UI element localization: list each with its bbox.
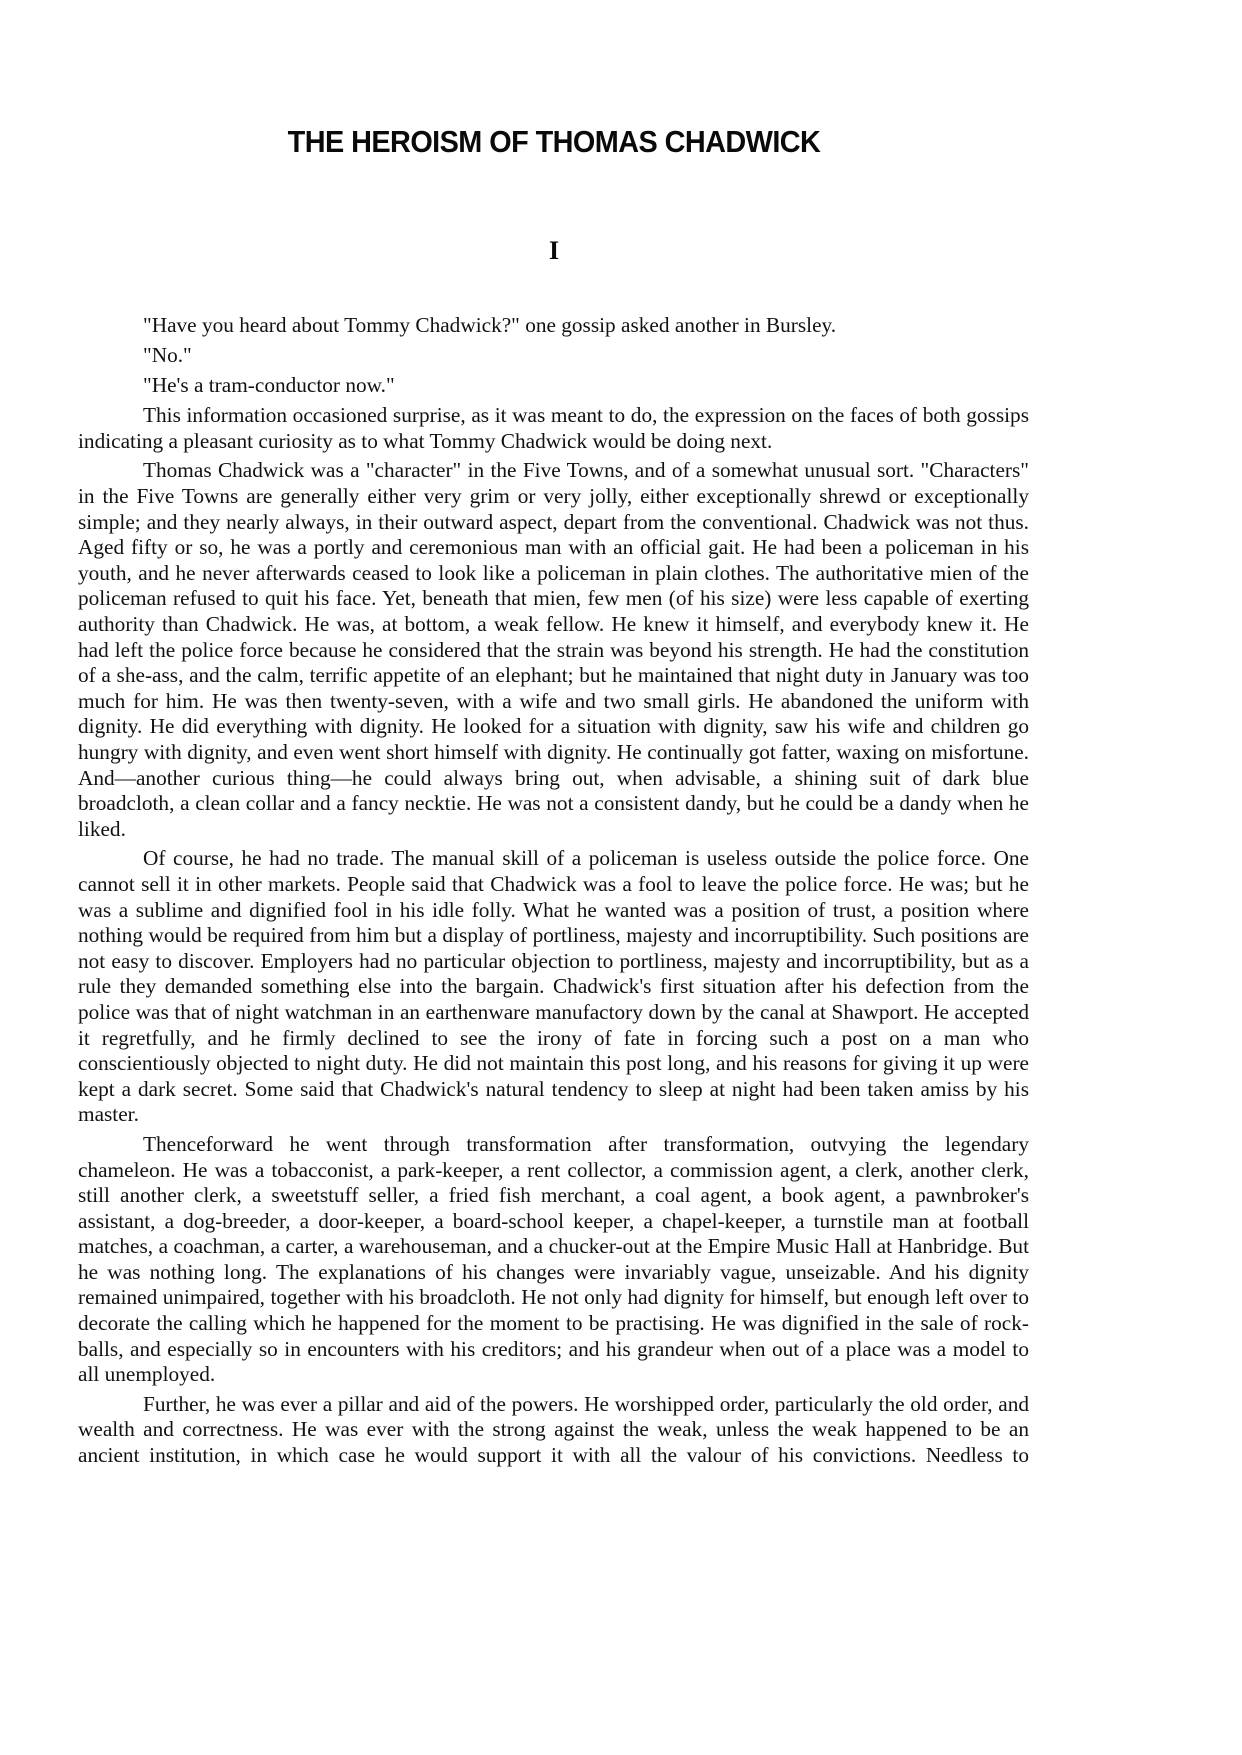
paragraph: Thomas Chadwick was a "character" in the Five Towns, and of a somewhat unusual sort. "Characters" in the Five Towns are generally either very grim or very jolly, either exceptionally shrewd or exceptionally simple; and they nearly always, in their outward aspect, depart from the conventional. Chadwick was not thus. Aged fifty or so, he was a portly and ceremonious man with an official gait. He had been a policeman in his youth, and he never afterwards ceased to look like a policeman in plain clothes. The authoritative mien of the policeman refused to quit his face. Yet, beneath that mien, few men (of his size) were less capable of exerting authority than Chadwick. He was, at bottom, a weak fellow. He knew it himself, and everybody knew it. He had left the police force because he considered that the strain was beyond his strength. He had the constitution of a she-ass, and the calm, terrific appetite of an elephant; but he maintained that night duty in January was too much for him. He was then twenty-seven, with a wife and two small girls. He abandoned the uniform with dignity. He did everything with dignity. He looked for a situation with dignity, saw his wife and children go hungry with dignity, and even went short himself with dignity. He continually got fatter, waxing on misfortune. And—another curious thing—he could always bring out, when advisable, a shining suit of dark blue broadcloth, a clean collar and a fancy necktie. He was not a consistent dandy, but he could be a dandy when he liked. bbox=[78, 458, 1029, 841]
paragraph: Of course, he had no trade. The manual skill of a policeman is useless outside the police force. One cannot sell it in other markets. People said that Chadwick was a fool to leave the police force. He was; but he was a sublime and dignified fool in his idle folly. What he wanted was a position of trust, a position where nothing would be required from him but a display of portliness, majesty and incorruptibility. Such positions are not easy to discover. Employers had no particular objection to portliness, majesty and incorruptibility, but as a rule they demanded something else into the bargain. Chadwick's first situation after his defection from the police was that of night watchman in an earthenware manufactory down by the canal at Shawport. He accepted it regretfully, and he firmly declined to see the irony of fate in forcing such a post on a man who conscientiously objected to night duty. He did not maintain this post long, and his reasons for giving it up were kept a dark secret. Some said that Chadwick's natural tendency to sleep at night had been taken amiss by his master. bbox=[78, 846, 1029, 1127]
paragraph: This information occasioned surprise, as it was meant to do, the expression on the faces of both gossips indicating a pleasant curiosity as to what Tommy Chadwick would be doing next. bbox=[78, 403, 1029, 453]
paragraph: Thenceforward he went through transformation after transformation, outvying the legendary chameleon. He was a tobacconist, a park-keeper, a rent collector, a commission agent, a clerk, another clerk, still another clerk, a sweetstuff seller, a fried fish merchant, a coal agent, a book agent, a pawnbroker's assistant, a dog-breeder, a door-keeper, a board-school keeper, a chapel-keeper, a turnstile man at football matches, a coachman, a carter, a warehouseman, and a chucker-out at the Empire Music Hall at Hanbridge. But he was nothing long. The explanations of his changes were invariably vague, unseizable. And his dignity remained unimpaired, together with his broadcloth. He not only had dignity for himself, but enough left over to decorate the calling which he happened for the moment to be practising. He was dignified in the sale of rock-balls, and especially so in encounters with his creditors; and his grandeur when out of a place was a model to all unemployed. bbox=[78, 1131, 1029, 1387]
chapter-heading: I bbox=[548, 236, 560, 265]
paragraph: Further, he was ever a pillar and aid of the powers. He worshipped order, particularly the old order, and wealth and correctness. He was ever with the strong against the weak, unless the weak happened to be an ancient institution, in which case he would support it with all the valour of his convictions. Needless to bbox=[78, 1391, 1029, 1468]
story-title: THE HEROISM OF THOMAS CHADWICK bbox=[287, 124, 821, 159]
paragraph: "He's a tram-conductor now." bbox=[143, 373, 395, 398]
paragraph: "Have you heard about Tommy Chadwick?" one gossip asked another in Bursley. bbox=[143, 313, 837, 337]
paragraph: "No." bbox=[143, 343, 192, 368]
story-body bbox=[78, 313, 1029, 1473]
